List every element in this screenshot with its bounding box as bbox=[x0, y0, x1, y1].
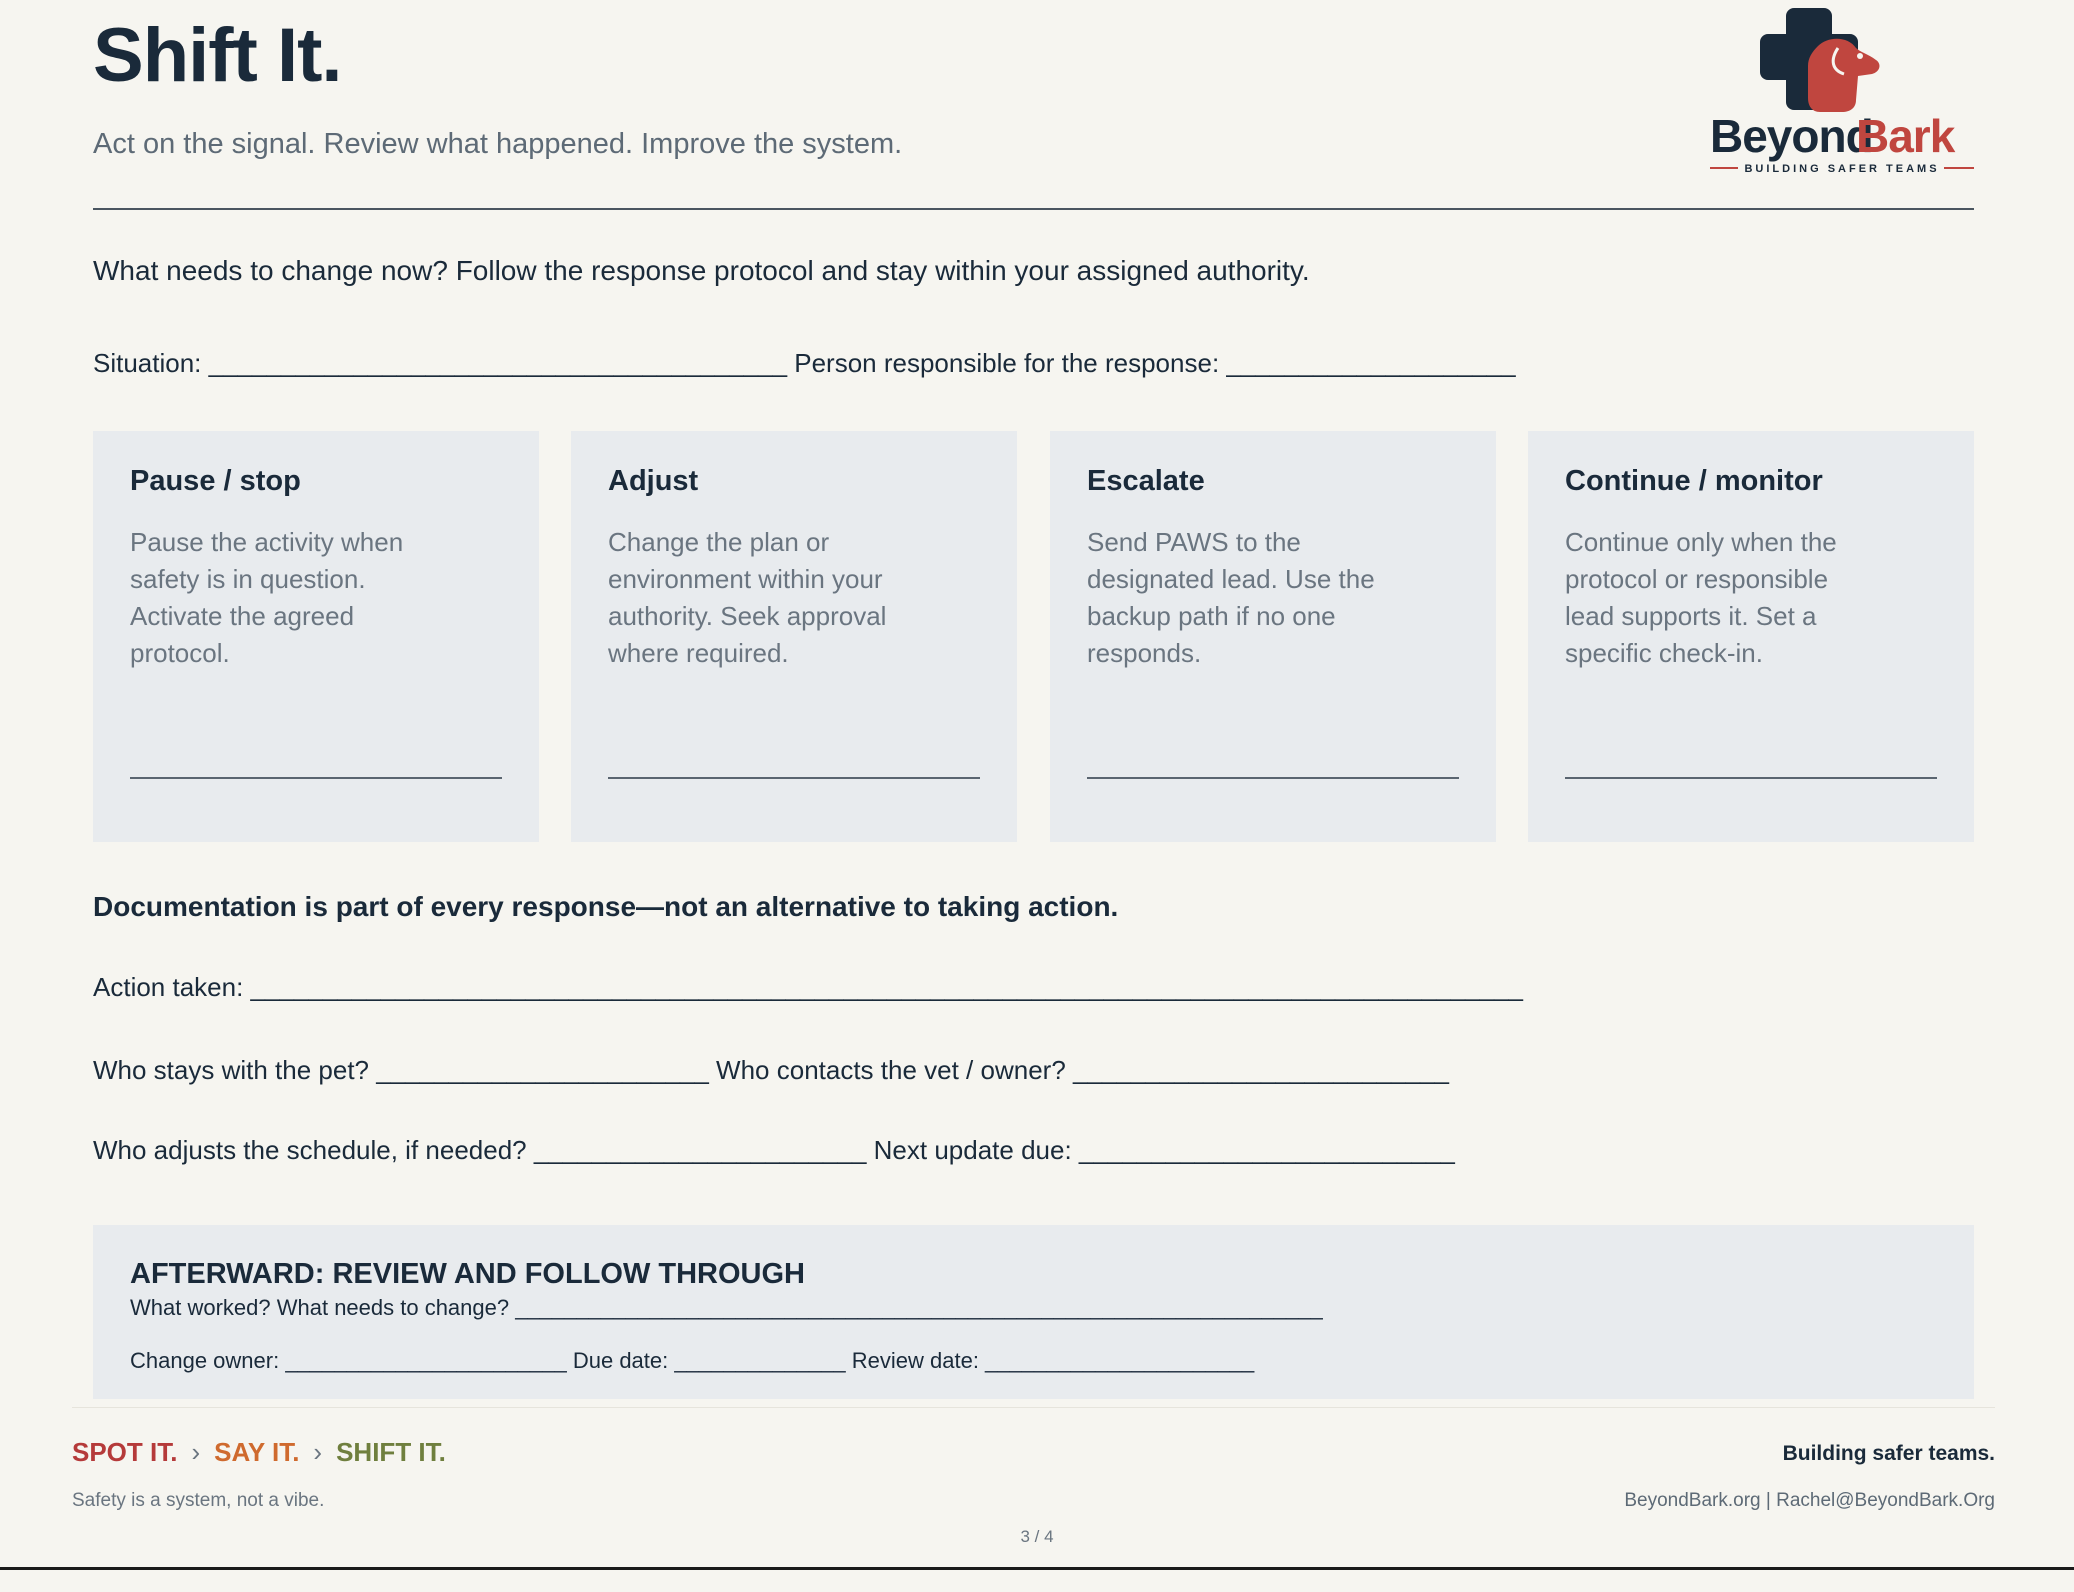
intro-question: What needs to change now? Follow the response protocol and stay within your assigned authority. bbox=[93, 255, 1310, 286]
card-adjust bbox=[571, 431, 1017, 842]
footer-tagline: Safety is a system, not a vibe. bbox=[72, 1490, 325, 1511]
logo-word-2: Bark bbox=[1856, 110, 1955, 162]
card-title: Pause / stop bbox=[130, 465, 301, 497]
beyond-bark-logo bbox=[1708, 4, 1976, 176]
chevron-right-icon: › bbox=[191, 1437, 201, 1467]
card-title: Continue / monitor bbox=[1565, 465, 1823, 497]
logo-word-1: Beyond bbox=[1710, 110, 1873, 162]
chain-say: SAY IT. bbox=[214, 1437, 300, 1467]
card-body: Change the plan or environment within your authority. Seek approval where required. bbox=[608, 527, 887, 668]
who-pet-vet-line: Who stays with the pet? _______________________ Who contacts the vet / owner? __________________________ bbox=[93, 1055, 1449, 1085]
card-write-line bbox=[1087, 777, 1459, 779]
afterward-section bbox=[93, 1225, 1974, 1399]
header-divider bbox=[93, 208, 1974, 210]
card-title: Adjust bbox=[608, 465, 699, 497]
footer-contact: BeyondBark.org | Rachel@BeyondBark.Org bbox=[1624, 1490, 1995, 1511]
footer-divider bbox=[72, 1407, 1995, 1408]
page-bottom-border bbox=[0, 1567, 2074, 1570]
card-write-line bbox=[608, 777, 980, 779]
action-taken-line: Action taken: ________________________________________________________________________________________ bbox=[93, 972, 1524, 1002]
card-write-line bbox=[130, 777, 502, 779]
page-subtitle: Act on the signal. Review what happened. Improve the system. bbox=[93, 128, 903, 160]
afterward-heading: AFTERWARD: REVIEW AND FOLLOW THROUGH bbox=[130, 1258, 806, 1290]
card-body: Continue only when the protocol or responsible lead supports it. Set a specific check-in. bbox=[1565, 527, 1837, 668]
card-write-line bbox=[1565, 777, 1937, 779]
who-schedule-line: Who adjusts the schedule, if needed? _______________________ Next update due: __________________________ bbox=[93, 1135, 1455, 1165]
spot-say-shift-chain bbox=[72, 1437, 446, 1468]
card-title: Escalate bbox=[1087, 465, 1205, 497]
chevron-right-icon: › bbox=[313, 1437, 323, 1467]
situation-line: Situation: ________________________________________ Person responsible for the response: ____________________ bbox=[93, 348, 1516, 378]
page-title: Shift It. bbox=[93, 13, 342, 98]
footer-right-tagline: Building safer teams. bbox=[1782, 1442, 1995, 1465]
card-pause-stop bbox=[93, 431, 539, 842]
card-body: Send PAWS to the designated lead. Use the backup path if no one responds. bbox=[1087, 527, 1375, 668]
logo-tagline: BUILDING SAFER TEAMS bbox=[1744, 163, 1940, 175]
chain-shift: SHIFT IT. bbox=[336, 1437, 446, 1467]
card-escalate bbox=[1050, 431, 1496, 842]
page-number: 3 / 4 bbox=[1020, 1527, 1054, 1546]
logo-mark-icon bbox=[1708, 4, 1976, 176]
afterward-line-2: Change owner: _______________________ Due date: ______________ Review date: ______________________ bbox=[130, 1347, 1255, 1373]
documentation-note: Documentation is part of every response—not an alternative to taking action. bbox=[93, 891, 1119, 922]
card-body: Pause the activity when safety is in question. Activate the agreed protocol. bbox=[130, 527, 404, 668]
chain-spot: SPOT IT. bbox=[72, 1437, 178, 1467]
afterward-line-1: What worked? What needs to change? __________________________________________________________________ bbox=[130, 1294, 1323, 1320]
card-continue-monitor bbox=[1528, 431, 1974, 842]
